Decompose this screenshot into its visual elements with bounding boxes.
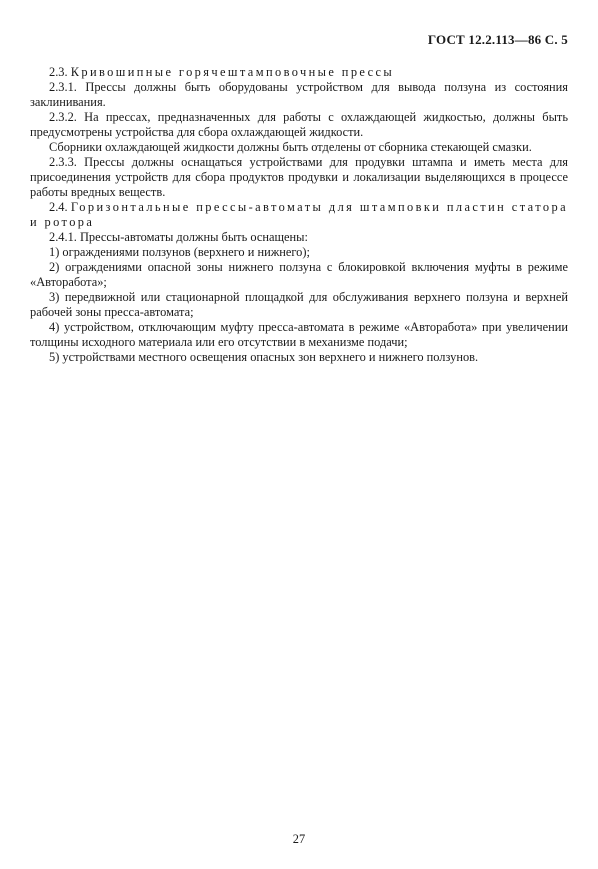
list-item: 1) ограждениями ползунов (верхнего и нижнего);: [49, 245, 310, 259]
page-number: 27: [292, 832, 306, 846]
list-item: 5) устройствами местного освещения опасных зон верхнего и нижнего ползунов.: [49, 350, 479, 364]
section-2-4-number: 2.4.: [49, 200, 68, 214]
section-2-3-title: Кривошипные горячештамповочные прессы: [70, 65, 395, 79]
document-header: ГОСТ 12.2.113—86 С. 5: [427, 32, 568, 47]
paragraph-2-3-2: 2.3.2. На прессах, предназначенных для работы с охлаждающей жидкостью, должны быть предусмотрены устройства для сбора охлаждающей жидкости.: [30, 110, 568, 139]
paragraph-collectors: Сборники охлаждающей жидкости должны быть отделены от сборника стекающей смазки.: [49, 140, 532, 154]
document-body: [30, 65, 568, 365]
section-2-3-number: 2.3.: [49, 65, 68, 79]
paragraph-2-4-1: 2.4.1. Прессы-автоматы должны быть оснащены:: [49, 230, 308, 244]
list-item: 2) ограждениями опасной зоны нижнего ползуна с блокировкой включения муфты в режиме «Авторабота»;: [30, 260, 568, 289]
section-2-4-title: Горизонтальные прессы-автоматы для штамповки пластин статора и ротора: [30, 200, 568, 229]
section-2-4-heading: [30, 200, 568, 230]
section-2-3-heading: [30, 65, 568, 80]
list-item: 3) передвижной или стационарной площадкой для обслуживания верхнего ползуна и верхней рабочей зоны пресса-автомата;: [30, 290, 568, 319]
paragraph-2-3-3: 2.3.3. Прессы должны оснащаться устройствами для продувки штампа и иметь места для присоединения устройств для сбора продуктов продувки и локализации выделяющихся в процессе работы вредных веществ.: [30, 155, 568, 199]
list-item: 4) устройством, отключающим муфту пресса-автомата в режиме «Авторабота» при увеличении толщины исходного материала или его отсутствии в механизме подачи;: [30, 320, 568, 349]
paragraph-2-3-1: 2.3.1. Прессы должны быть оборудованы устройством для вывода ползуна из состояния заклинивания.: [30, 80, 568, 109]
